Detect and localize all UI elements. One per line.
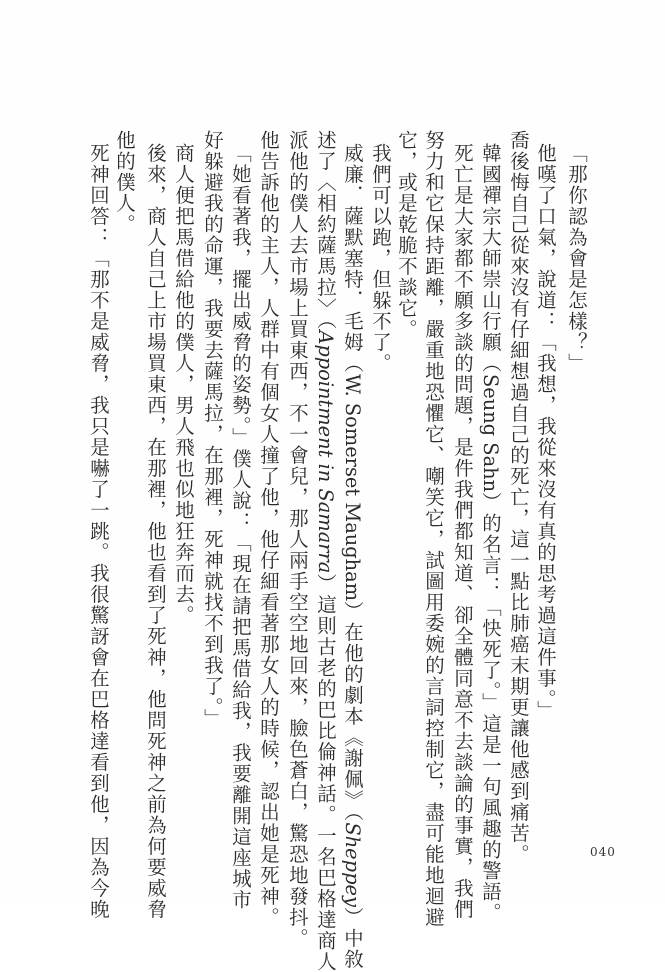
text-column: 我們可以跑，但躲不了。 — [369, 143, 392, 374]
text-column: 好躲避我的命運，我要去薩馬拉，在那裡，死神就找不到我了。」 — [201, 130, 224, 730]
text-column: 死亡是大家都不願多談的問題，是件我們都知道、卻全體同意不去談論的事實，我們 — [451, 143, 474, 920]
text-column: 喬後悔自己從來沒有仔細想過自己的死亡，這一點比肺癌末期更讓他感到痛苦。 — [507, 130, 530, 865]
text-segment: ）的名言：「快死了。」這是一句風趣的警語。 — [479, 492, 502, 924]
text-column: 他嘆了口氣，說道：「我想，我從來沒有真的思考過這件事。」 — [534, 143, 557, 722]
text-column: 死神回答：「那不是威脅，我只是嚇了一跳。我很驚訝會在巴格達看到他，因為今晚 — [87, 143, 110, 920]
latin-title: Appointment in Samarra — [314, 330, 337, 574]
text-segment: 威廉．薩默塞特．毛姆（ — [341, 143, 364, 374]
text-column — [313, 130, 337, 972]
text-segment: ）這則古老的巴比倫神話。一名巴格達商人 — [314, 573, 337, 972]
text-column: 他的僕人。 — [113, 130, 136, 235]
text-column: 商人便把馬借給他的僕人，男人飛也似地狂奔而去。 — [172, 143, 195, 626]
text-column: 「她看著我，擺出威脅的姿勢。」僕人說：「現在請把馬借給我，我要離開這座城市 — [229, 143, 252, 911]
text-column — [340, 143, 364, 970]
page-number: 040 — [590, 845, 616, 859]
text-column: 它，或是乾脆不談它。 — [395, 130, 418, 340]
text-column — [478, 143, 502, 923]
text-column: 派他的僕人去市場上買東西，不一會兒，那人兩手空空地回來，臉色蒼白，驚恐地發抖。 — [286, 130, 309, 949]
text-segment: ）中敘 — [341, 906, 364, 970]
latin-title: Sheppey — [341, 822, 364, 907]
text-segment: 述了〈相約薩馬拉〉（ — [314, 130, 337, 331]
text-column: 他告訴他的主人，人群中有個女人撞了他，他仔細看著那女人的時候，認出她是死神。 — [257, 130, 280, 928]
latin-name: Seung Sahn — [479, 374, 502, 493]
text-column: 「那你認為會是怎樣？」 — [565, 143, 588, 374]
text-column: 努力和它保持距離，嚴重地恐懼它、嘲笑它，試圖用委婉的言詞控制它，盡可能地迴避 — [422, 130, 445, 928]
text-segment: ）在他的劇本《謝佩》（ — [341, 601, 364, 823]
text-column: 後來，商人自己上市場買東西，在那裡，他也看到了死神，他問死神之前為何要威脅 — [144, 143, 167, 920]
latin-name: W. Somerset Maugham — [341, 374, 364, 602]
text-segment: 韓國禪宗大師崇山行願（ — [479, 143, 502, 374]
